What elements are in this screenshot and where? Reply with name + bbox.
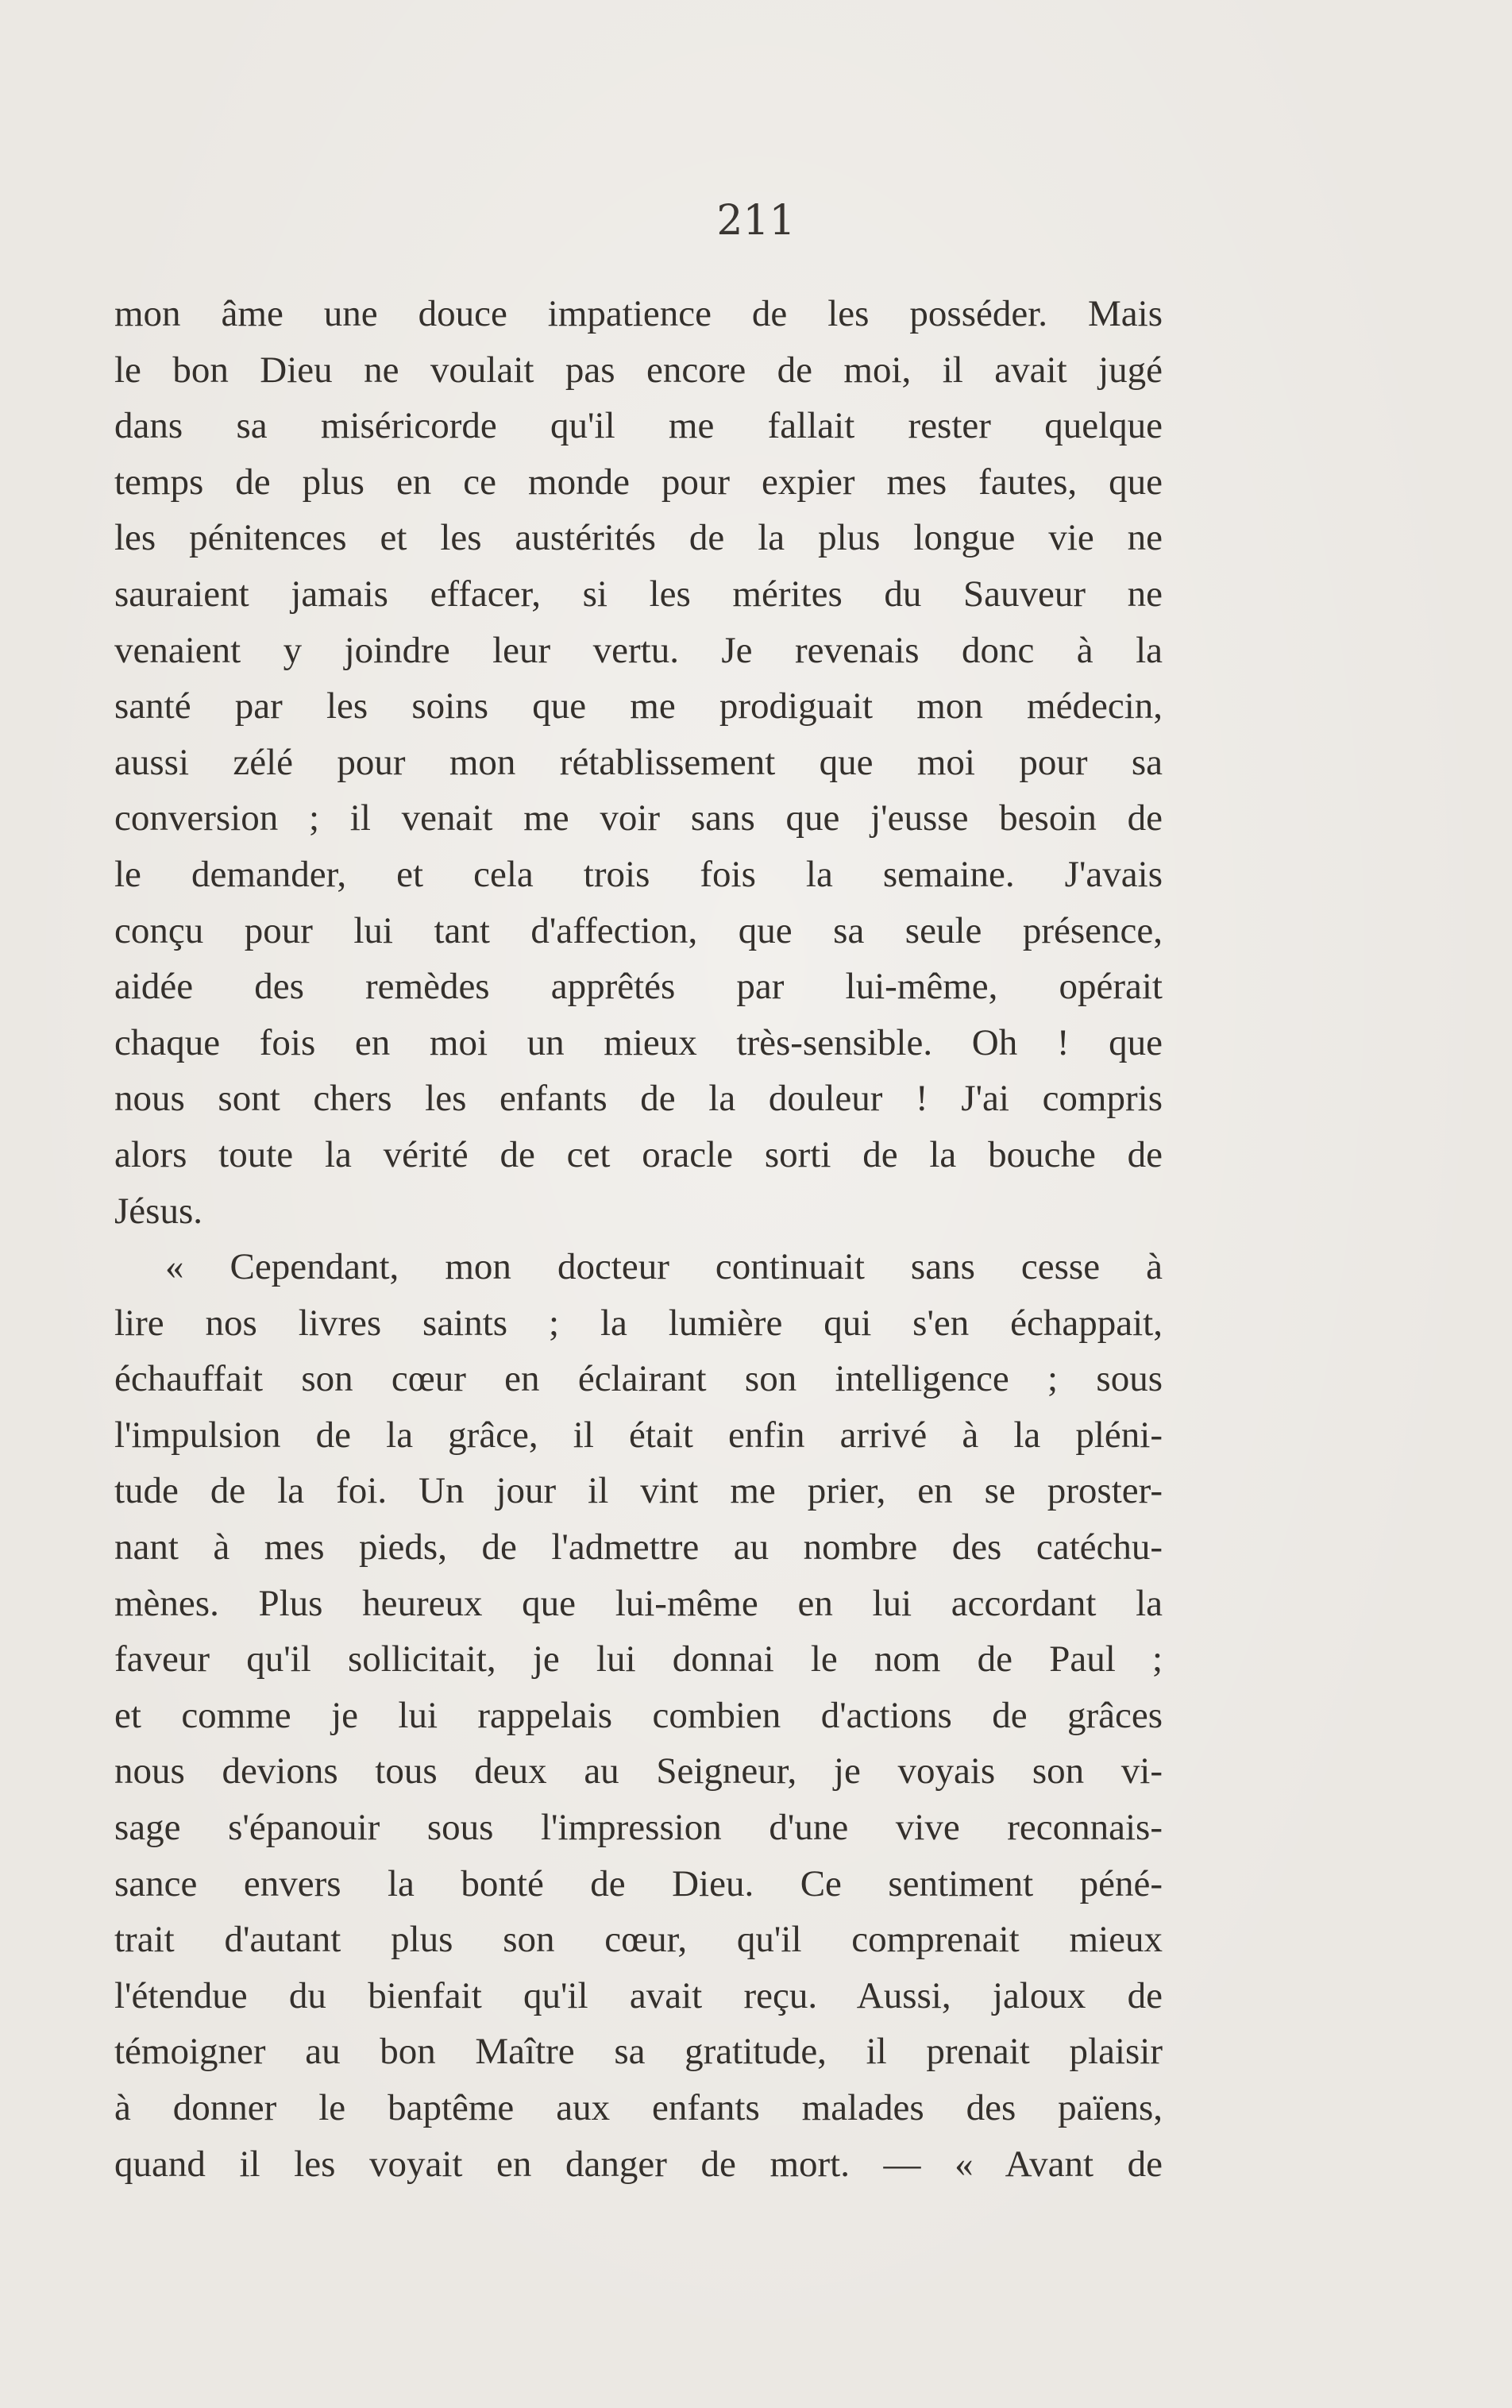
text-line: nant à mes pieds, de l'admettre au nombre des catéchu- bbox=[114, 1526, 1163, 1569]
text-line: sauraient jamais effacer, si les mérites du Sauveur ne bbox=[114, 573, 1163, 615]
text-line: tude de la foi. Un jour il vint me prier, en se proster- bbox=[114, 1470, 1163, 1512]
text-line: chaque fois en moi un mieux très-sensible. Oh ! que bbox=[114, 1021, 1163, 1063]
text-line: l'étendue du bienfait qu'il avait reçu. Aussi, jaloux de bbox=[114, 1974, 1163, 2016]
text-line: Jésus. bbox=[114, 1190, 202, 1232]
text-line: le bon Dieu ne voulait pas encore de moi, il avait jugé bbox=[114, 349, 1163, 391]
text-line: lire nos livres saints ; la lumière qui s'en échappait, bbox=[114, 1302, 1163, 1344]
text-line: mènes. Plus heureux que lui-même en lui accordant la bbox=[114, 1582, 1163, 1624]
page-number: 211 bbox=[716, 197, 796, 245]
text-line: « Cependant, mon docteur continuait sans cesse à bbox=[165, 1246, 1163, 1288]
text-line: et comme je lui rappelais combien d'actions de grâces bbox=[114, 1694, 1163, 1736]
text-line: aidée des remèdes apprêtés par lui-même, opérait bbox=[114, 966, 1163, 1008]
text-line: sage s'épanouir sous l'impression d'une vive reconnais- bbox=[114, 1807, 1163, 1849]
text-line: alors toute la vérité de cet oracle sorti de la bouche de bbox=[114, 1133, 1163, 1175]
text-line: faveur qu'il sollicitait, je lui donnai le nom de Paul ; bbox=[114, 1638, 1163, 1681]
text-line: conçu pour lui tant d'affection, que sa seule présence, bbox=[114, 909, 1163, 951]
text-line: les pénitences et les austérités de la plus longue vie ne bbox=[114, 517, 1163, 559]
text-line: dans sa miséricorde qu'il me fallait rester quelque bbox=[114, 405, 1163, 447]
text-line: témoigner au bon Maître sa gratitude, il prenait plaisir bbox=[114, 2031, 1163, 2073]
text-line: trait d'autant plus son cœur, qu'il comprenait mieux bbox=[114, 1919, 1163, 1961]
text-line: le demander, et cela trois fois la semaine. J'avais bbox=[114, 853, 1163, 895]
text-line: quand il les voyait en danger de mort. — « Avant de bbox=[114, 2143, 1163, 2185]
text-line: sance envers la bonté de Dieu. Ce sentiment péné- bbox=[114, 1862, 1163, 1904]
text-line: nous sont chers les enfants de la douleur ! J'ai compris bbox=[114, 1078, 1163, 1120]
text-line: nous devions tous deux au Seigneur, je voyais son vi- bbox=[114, 1750, 1163, 1792]
text-line: l'impulsion de la grâce, il était enfin arrivé à la pléni- bbox=[114, 1414, 1163, 1456]
text-line: mon âme une douce impatience de les posséder. Mais bbox=[114, 293, 1163, 334]
text-line: conversion ; il venait me voir sans que j'eusse besoin de bbox=[114, 797, 1163, 839]
text-line: temps de plus en ce monde pour expier mes fautes, que bbox=[114, 461, 1163, 503]
body-text bbox=[114, 286, 1163, 2192]
text-line: à donner le baptême aux enfants malades des païens, bbox=[114, 2087, 1163, 2128]
text-line: santé par les soins que me prodiguait mon médecin, bbox=[114, 685, 1163, 727]
text-line: aussi zélé pour mon rétablissement que moi pour sa bbox=[114, 741, 1163, 783]
text-line: venaient y joindre leur vertu. Je revenais donc à la bbox=[114, 629, 1163, 671]
text-line: échauffait son cœur en éclairant son intelligence ; sous bbox=[114, 1358, 1163, 1400]
